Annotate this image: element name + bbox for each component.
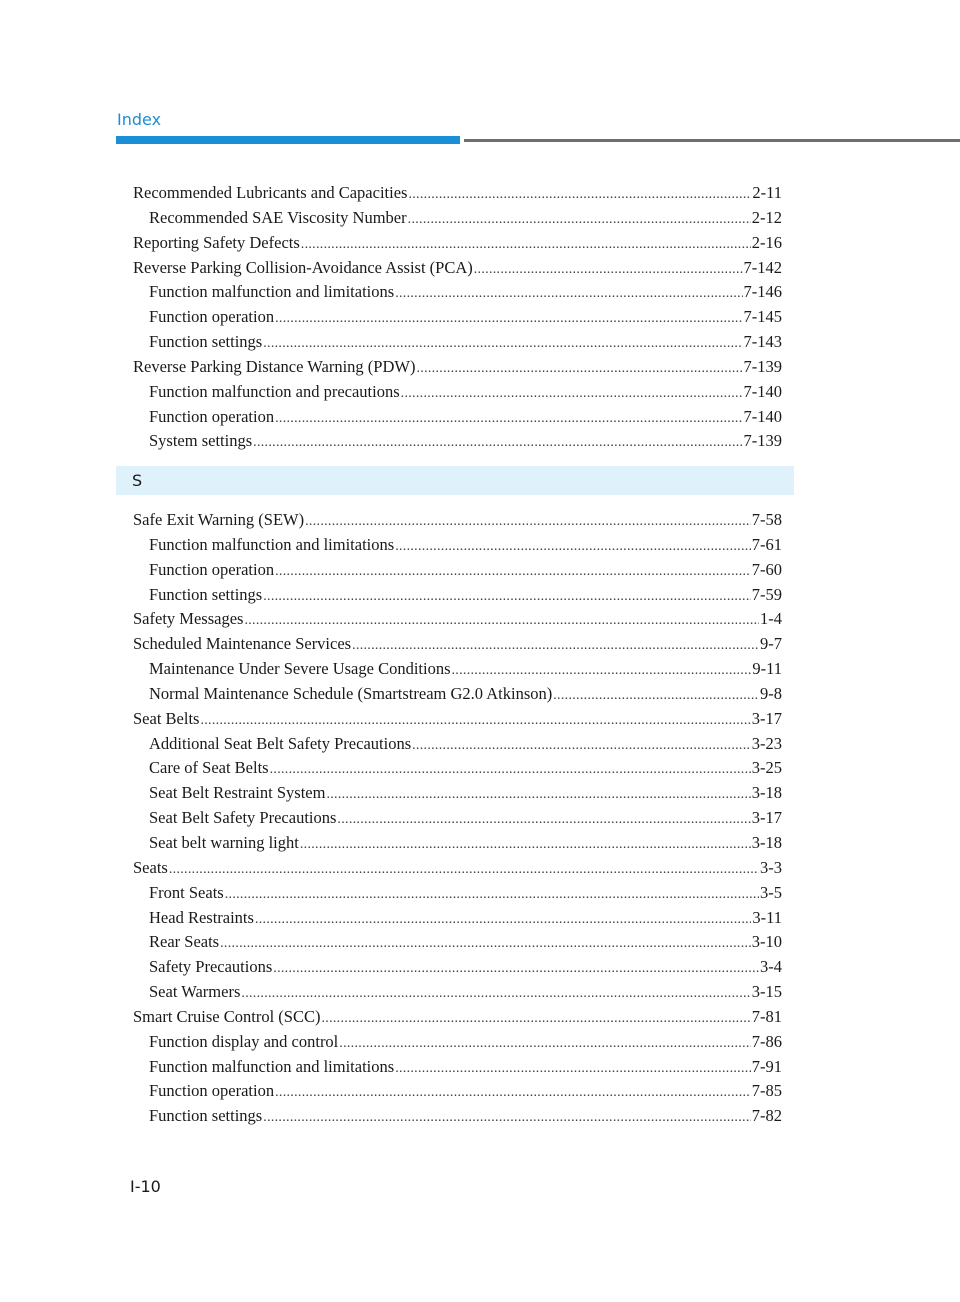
index-subentry[interactable] — [133, 583, 782, 608]
entry-label: Front Seats — [149, 882, 224, 902]
entry-page-ref[interactable]: 7-140 — [743, 381, 782, 401]
index-subentry[interactable] — [133, 280, 782, 305]
entry-page-ref[interactable]: 3-11 — [752, 907, 782, 927]
index-subentry[interactable] — [133, 781, 782, 806]
entry-page-ref[interactable]: 2-16 — [751, 232, 782, 252]
entry-label: Safety Messages — [133, 609, 244, 629]
dot-leader — [452, 659, 752, 684]
entry-label: Seats — [133, 857, 168, 877]
entry-page-ref[interactable]: 7-143 — [743, 332, 782, 352]
index-subentry[interactable] — [133, 533, 782, 558]
index-subentry[interactable] — [133, 930, 782, 955]
index-entry[interactable] — [133, 632, 782, 657]
dot-leader — [401, 382, 743, 407]
index-entry[interactable] — [133, 181, 782, 206]
entry-page-ref[interactable]: 7-139 — [743, 431, 782, 451]
dot-leader — [241, 982, 750, 1007]
entry-label: Seat Warmers — [149, 982, 241, 1002]
entry-page-ref[interactable]: 3-23 — [751, 733, 782, 753]
dot-leader — [321, 1007, 750, 1032]
entry-label: Function operation — [149, 406, 275, 426]
index-subentry[interactable] — [133, 806, 782, 831]
dot-leader — [200, 709, 750, 734]
entry-page-ref[interactable]: 9-7 — [760, 634, 782, 654]
entry-page-ref[interactable]: 7-59 — [751, 584, 782, 604]
dot-leader — [326, 783, 750, 808]
dot-leader — [263, 332, 742, 357]
index-subentry[interactable] — [133, 380, 782, 405]
entry-page-ref[interactable]: 3-17 — [751, 808, 782, 828]
entry-label: Reverse Parking Distance Warning (PDW) — [133, 356, 416, 376]
entry-label: Recommended SAE Viscosity Number — [149, 207, 407, 227]
index-subentry[interactable] — [133, 429, 782, 454]
entry-page-ref[interactable]: 7-82 — [751, 1106, 782, 1126]
index-entries-r — [133, 181, 782, 454]
section-header-bar — [116, 466, 794, 495]
entry-page-ref[interactable]: 3-10 — [751, 932, 782, 952]
entry-label: Normal Maintenance Schedule (Smartstream G2.0 Atkinson) — [149, 683, 553, 703]
entry-page-ref[interactable]: 3-3 — [760, 857, 782, 877]
entry-page-ref[interactable]: 7-58 — [751, 510, 782, 529]
entry-label: Additional Seat Belt Safety Precautions — [149, 733, 412, 753]
entry-label: Function operation — [149, 1081, 275, 1101]
dot-leader — [220, 932, 751, 957]
entry-page-ref[interactable]: 3-4 — [760, 957, 782, 977]
entry-label: Recommended Lubricants and Capacities — [133, 183, 408, 202]
entry-page-ref[interactable]: 7-146 — [743, 282, 782, 302]
entry-label: Function malfunction and precautions — [149, 381, 400, 401]
entry-label: System settings — [149, 431, 253, 451]
index-entry[interactable] — [133, 231, 782, 256]
entry-label: Maintenance Under Severe Usage Conditions — [149, 659, 451, 679]
index-subentry[interactable] — [133, 756, 782, 781]
page-number: I-10 — [130, 1177, 161, 1196]
entry-page-ref[interactable]: 2-11 — [752, 183, 782, 202]
dot-leader — [255, 908, 751, 933]
index-entry[interactable] — [133, 856, 782, 881]
entry-page-ref[interactable]: 7-85 — [751, 1081, 782, 1101]
entry-label: Seat Belt Restraint System — [149, 783, 326, 803]
entry-page-ref[interactable]: 9-8 — [760, 683, 782, 703]
entry-label: Seat Belts — [133, 708, 200, 728]
header-gray-rule — [464, 139, 960, 142]
index-subentry[interactable] — [133, 1104, 782, 1129]
dot-leader — [263, 585, 751, 610]
index-subentry[interactable] — [133, 980, 782, 1005]
index-subentry[interactable] — [133, 1030, 782, 1055]
dot-leader — [553, 684, 759, 709]
entry-label: Function operation — [149, 307, 275, 327]
index-subentry[interactable] — [133, 682, 782, 707]
dot-leader — [416, 357, 742, 382]
entry-page-ref[interactable]: 3-15 — [751, 982, 782, 1002]
entry-page-ref[interactable]: 7-61 — [751, 534, 782, 554]
dot-leader — [339, 1032, 750, 1057]
entry-label: Seat Belt Safety Precautions — [149, 808, 337, 828]
entry-page-ref[interactable]: 9-11 — [752, 659, 782, 679]
index-entry[interactable] — [133, 508, 782, 533]
section-letter: S — [132, 471, 143, 490]
entry-page-ref[interactable]: 7-140 — [743, 406, 782, 426]
entry-page-ref[interactable]: 7-60 — [751, 559, 782, 579]
index-entries-s — [133, 508, 782, 1129]
dot-leader — [169, 858, 759, 883]
entry-page-ref[interactable]: 3-17 — [751, 708, 782, 728]
dot-leader — [412, 734, 751, 759]
entry-page-ref[interactable]: 3-18 — [751, 832, 782, 852]
entry-label: Safety Precautions — [149, 957, 273, 977]
entry-page-ref[interactable]: 2-12 — [751, 207, 782, 227]
entry-label: Function settings — [149, 332, 263, 352]
entry-page-ref[interactable]: 1-4 — [760, 609, 782, 629]
index-entry[interactable] — [133, 256, 782, 281]
dot-leader — [273, 957, 759, 982]
entry-page-ref[interactable]: 7-139 — [743, 356, 782, 376]
entry-label: Function malfunction and limitations — [149, 1056, 395, 1076]
index-subentry[interactable] — [133, 330, 782, 355]
entry-page-ref[interactable]: 3-25 — [751, 758, 782, 778]
entry-label: Rear Seats — [149, 932, 220, 952]
index-subentry[interactable] — [133, 405, 782, 430]
entry-label: Head Restraints — [149, 907, 254, 927]
index-subentry[interactable] — [133, 558, 782, 583]
index-entry[interactable] — [133, 1005, 782, 1030]
dot-leader — [395, 282, 742, 307]
dot-leader — [337, 808, 750, 833]
dot-leader — [244, 609, 759, 634]
dot-leader — [275, 407, 742, 432]
dot-leader — [263, 1106, 751, 1131]
entry-label: Smart Cruise Control (SCC) — [133, 1006, 321, 1026]
dot-leader — [408, 183, 751, 208]
dot-leader — [301, 233, 751, 258]
header-accent-rule — [116, 136, 460, 144]
entry-page-ref[interactable]: 7-91 — [751, 1056, 782, 1076]
index-subentry[interactable] — [133, 732, 782, 757]
index-entry[interactable] — [133, 355, 782, 380]
index-entry[interactable] — [133, 707, 782, 732]
index-subentry[interactable] — [133, 206, 782, 231]
entry-label: Function malfunction and limitations — [149, 534, 395, 554]
entry-label: Function settings — [149, 584, 263, 604]
dot-leader — [352, 634, 759, 659]
dot-leader — [300, 833, 751, 858]
entry-label: Care of Seat Belts — [149, 758, 269, 778]
entry-label: Scheduled Maintenance Services — [133, 634, 352, 654]
entry-label: Function settings — [149, 1106, 263, 1126]
dot-leader — [275, 1081, 751, 1106]
dot-leader — [474, 258, 743, 283]
entry-page-ref[interactable]: 7-145 — [743, 307, 782, 327]
dot-leader — [253, 431, 742, 456]
index-subentry[interactable] — [133, 881, 782, 906]
index-subentry[interactable] — [133, 1055, 782, 1080]
entry-label: Seat belt warning light — [149, 832, 299, 852]
index-subentry[interactable] — [133, 657, 782, 682]
dot-leader — [275, 560, 751, 585]
entry-label: Function operation — [149, 559, 275, 579]
entry-page-ref[interactable]: 7-142 — [743, 257, 782, 277]
dot-leader — [408, 208, 751, 233]
entry-label: Function display and control — [149, 1031, 339, 1051]
index-entry[interactable] — [133, 607, 782, 632]
dot-leader — [270, 758, 751, 783]
index-subentry[interactable] — [133, 906, 782, 931]
index-subentry[interactable] — [133, 955, 782, 980]
index-subentry[interactable] — [133, 1079, 782, 1104]
entry-page-ref[interactable]: 3-5 — [760, 882, 782, 902]
entry-page-ref[interactable]: 7-81 — [751, 1006, 782, 1026]
entry-label: Safe Exit Warning (SEW) — [133, 510, 305, 529]
entry-label: Reporting Safety Defects — [133, 232, 300, 252]
dot-leader — [305, 510, 751, 535]
page-header-title: Index — [117, 110, 162, 129]
entry-page-ref[interactable]: 7-86 — [751, 1031, 782, 1051]
dot-leader — [275, 307, 742, 332]
dot-leader — [395, 1057, 751, 1082]
entry-label: Reverse Parking Collision-Avoidance Assist (PCA) — [133, 257, 473, 277]
index-subentry[interactable] — [133, 305, 782, 330]
index-subentry[interactable] — [133, 831, 782, 856]
dot-leader — [395, 535, 751, 560]
dot-leader — [225, 883, 759, 908]
entry-label: Function malfunction and limitations — [149, 282, 395, 302]
entry-page-ref[interactable]: 3-18 — [751, 783, 782, 803]
